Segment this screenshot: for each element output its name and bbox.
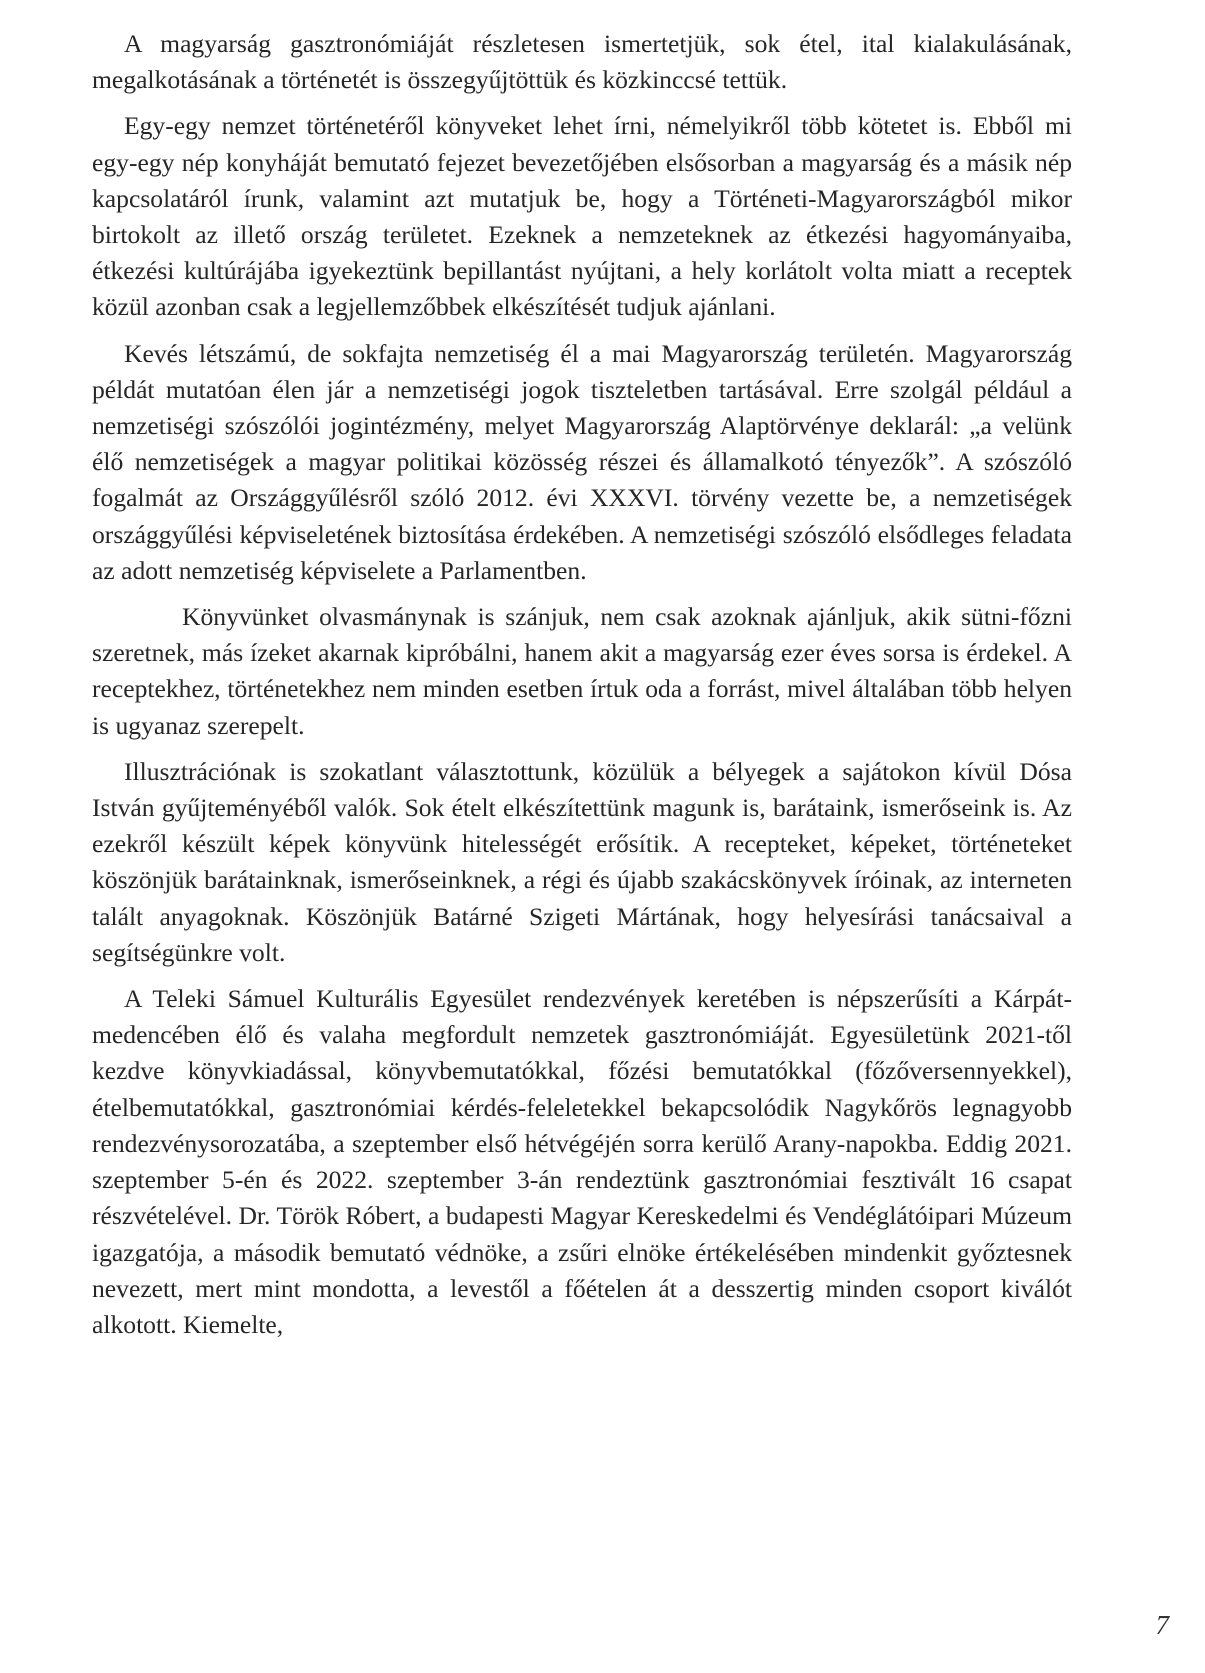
page-body: [92, 26, 1072, 1353]
paragraph-gastronomy-intro: A magyarság gasztronómiáját részletesen ismertetjük, sok étel, ital kialakulásának, megalkotásának a történetét is összegyűjtöttük és közkinccsé tettük.: [92, 29, 1072, 95]
page-number: 7: [1155, 1610, 1169, 1640]
paragraph-teleki-association: A Teleki Sámuel Kulturális Egyesület rendezvények keretében is népszerűsíti a Kárpát-medencében élő és valaha megfordult nemzetek gasztronómiáját. Egyesületünk 2021-től kezdve könyvkiadással, könyvbemutatókkal, főzési bemutatókkal (főzőversennyekkel), ételbemutatókkal, gasztronómiai kérdés-feleletekkel bekapcsolódik Nagykőrös legnagyobb rendezvénysorozatába, a szeptember első hétvégéjén sorra kerülő Arany-napokba. Eddig 2021. szeptember 5-én és 2022. szeptember 3-án rendeztünk gasztronómiai fesztivált 16 csapat részvételével. Dr. Török Róbert, a budapesti Magyar Kereskedelmi és Vendéglátóipari Múzeum igazgatója, a második bemutató védnöke, a zsűri elnöke értékelésében mindenkit győztesnek nevezett, mert mint mondotta, a levestől a főételen át a desszertig minden csoport kiválót alkotott. Kiemelte,: [92, 984, 1072, 1339]
paragraph-illustrations: Illusztrációnak is szokatlant választottunk, közülük a bélyegek a sajátokon kívül Dósa István gyűjteményéből valók. Sok ételt elkészítettünk magunk is, barátaink, ismerőseink is. Az ezekről készült képek könyvünk hitelességét erősítik. A recepteket, képeket, történeteket köszönjük barátainknak, ismerőseinknek, a régi és újabb szakácskönyvek íróinak, az interneten talált anyagoknak. Köszönjük Batárné Szigeti Mártának, hogy helyesírási tanácsaival a segítségünkre volt.: [92, 756, 1072, 967]
paragraph-book-purpose: Könyvünket olvasmánynak is szánjuk, nem csak azoknak ajánljuk, akik sütni-főzni szeretnek, más ízeket akarnak kipróbálni, hanem akit a magyarság ezer éves sorsa is érdekel. A receptekhez, történetekhez nem minden esetben írtuk oda a forrást, mivel általában több helyen is ugyanaz szerepelt.: [92, 602, 1072, 740]
paragraph-nationalities: Kevés létszámú, de sokfajta nemzetiség él a mai Magyarország területén. Magyarország példát mutatóan élen jár a nemzetiségi jogok tiszteletben tartásával. Erre szolgál például a nemzetiségi szószólói jogintézmény, melyet Magyarország Alaptörvénye deklarál: „a velünk élő nemzetiségek a magyar politikai közösség részei és államalkotó tényezők”. A szószóló fogalmát az Országgyűlésről szóló 2012. évi XXXVI. törvény vezette be, a nemzetiségek országgyűlési képviseletének biztosítása érdekében. A nemzetiségi szószóló elsődleges feladata az adott nemzetiség képviselete a Parlamentben.: [92, 338, 1072, 585]
paragraph-nations-history: Egy-egy nemzet történetéről könyveket lehet írni, némelyikről több kötetet is. Ebből mi egy-egy nép konyháját bemutató fejezet bevezetőjében elsősorban a magyarság és a másik nép kapcsolatáról írunk, valamint azt mutatjuk be, hogy a Történeti-Magyarországból mikor birtokolt az illető ország területet. Ezeknek a nemzeteknek az étkezési hagyományaiba, étkezési kultúrájába igyekeztünk bepillantást nyújtani, a hely korlátolt volta miatt a receptek közül azonban csak a legjellemzőbbek elkészítését tudjuk ajánlani.: [92, 111, 1072, 322]
